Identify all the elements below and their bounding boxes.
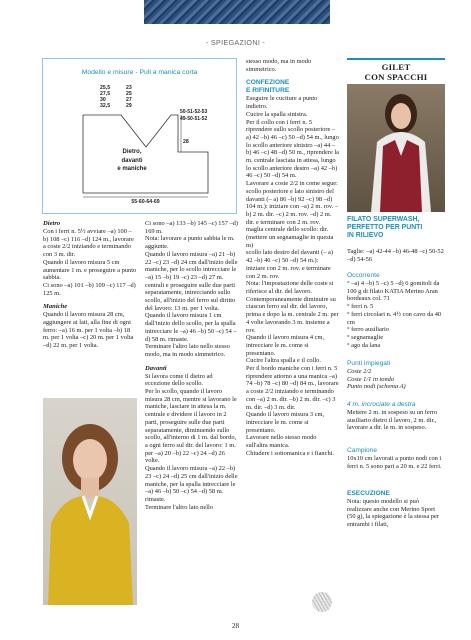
page-number: 28 — [232, 622, 239, 630]
left-measure-3: 30 — [100, 97, 106, 103]
esecuzione-heading: ESECUZIONE — [347, 490, 390, 497]
punti-heading: Punti impiegati — [347, 360, 391, 367]
confezione-heading: CONFEZIONE E RIFINITURE — [246, 79, 290, 95]
left-measure-4: 32,5 — [100, 103, 111, 109]
confezione-text: Eseguire le cuciture a punto indietro. Cucire la spalla sinistra. Per il collo con i ferri n. 5 riprendere sullo scollo posteriore –a) 42 –b) 46 –c) 50 –d) 54 m., lungo lo scollo anteriore sinistro –a) 44 –b) 46 –c) 48 –d) 50 m., riprendere la m. centrale lasciata in attesa, lungo lo scollo anteriore destro –a) 42 –b) 46 –c) 50 –d) 54 m. Lavorare a coste 2/2 in come segue: scollo posteriore e lato sinistro del davanti (– a) 86 –b) 92 –c) 98 –d) 104 m.): iniziare con –a) 2 m. rov. –b) 2 m. dir. –c) 2 m. rov. –d) 2 m. dir. e terminare con 2 m. rov. maglia centrale dello scollo: dir. (mettere un segnamaglie in questa m) scollo lato destro del davanti (– a) 42 –b) 46 –c) 50 –d) 54 m.): iniziare con 2 m. rov. e terminare con 2 m. rov. Nota: l'impostazione delle coste si riferisce al dir. del lavoro. Contemporaneamente diminuire su ciascun ferro sul dir. del lavoro, prima e dopo la m. centrale 2 m. per 4 volte lavorando 3 m. insieme a rov. Quando il lavoro misura 4 cm, intrecciare le m. come si presentano. Cucire l'altra spalla e il collo. Per il bordo maniche con i ferri n. 5 riprendere attorno a una manica –a) 74 –b) 78 –c) 80 –d) 84 m., lavorare a coste 2/2 iniziando e terminando con –a) 2 m. dir. –b) 2 m. dir. –c) 3 m. dir. –d) 3 m. dir. Quando il lavoro misura 3 cm, intrecciare le m. come si presentano. Lavorare nello stesso modo sull'altra manica. Chiudere i sottomanica e i fianchi. — [246, 95, 339, 457]
garment-schematic — [43, 59, 236, 213]
stitches-list: Coste 2/2 Coste 1/1 in tondo Punto nodi (schema A) — [347, 368, 406, 391]
column-3 — [246, 58, 339, 457]
davanti-end-text: stesso modo, ma in modo simmetrico. — [246, 58, 312, 73]
right-measure-3: 27 — [126, 97, 132, 103]
maniche-text: Quando il lavoro misura 28 cm, aggiungere ai lati, alla fine di ogni ferro: –a) 16 m. per 1 volta –b) 18 m. per 1 volta –c) 20 m. per 1 volta –d) 22 m. per 1 volta. — [43, 311, 134, 350]
right-measure-2: 25 — [126, 91, 132, 97]
vest-model-illustration — [347, 84, 445, 212]
campione-heading: Campione — [347, 447, 378, 454]
sidebar-top-rule — [347, 58, 445, 60]
section-header: - SPIEGAZIONI - — [205, 38, 266, 47]
esecuzione-text: Nota: questo modello si può realizzare anche con Merino Sport (50 g), la spiegazione è la stessa per entrambi i filati, — [347, 498, 439, 529]
left-measure-1: 25,5 — [100, 85, 111, 91]
sidebar-panel — [347, 58, 445, 618]
knit-texture-banner — [144, 0, 330, 24]
davanti-text: Si lavora come il dietro ad eccezione dello scollo. Per lo scollo, quando il lavoro misura 28 cm, mentre si lavorano le maniche, lasciare in attesa la m. centrale e dividere il lavoro in 2 parti, proseguire sulle due parti separatamente, diminuendo sullo scollo, all'interno di 1 m. dal bordo, a ogni ferro sul dir. del lavoro: 1 m. per –a) 20 –b) 22 –c) 24 –d) 26 volte. Quando il lavoro misura –a) 22 –b) 23 –c) 24 –d) 25 cm dall'inizio delle maniche, per la spalla intrecciare le –a) 46 –b) 50 –c) 54 –d) 58 m. rimaste. Terminare l'altro lato nello — [145, 372, 238, 511]
occorrente-heading: Occorrente — [347, 272, 380, 279]
width-measure: 55-60-64-69 — [131, 199, 160, 205]
diagram-title: Modello e misure - Pull a manica corta — [81, 69, 198, 76]
gauge-text: 10x10 cm lavorati a punto nodi con i ferri n. 5 sono pari a 20 m. e 22 ferri. — [347, 455, 442, 470]
yarn-ball-icon — [312, 592, 332, 612]
davanti-heading: Davanti — [145, 364, 167, 372]
sizes-text: Taglie: –a) 42-44 –b) 46-48 –c) 50-52 –d) 54-56 — [347, 248, 444, 263]
dietro-heading: Dietro — [43, 220, 61, 227]
shoulder-measure-1: 50-51-52-53 — [180, 109, 208, 115]
incrociate-text: Mettere 2 m. in sospeso su un ferro ausiliario dietro il lavoro, 2 m. dir., lavorare a dir. le m. in sospeso. — [347, 409, 438, 432]
column-1 — [43, 220, 137, 350]
height-measure: 28 — [183, 139, 189, 145]
sweater-model-illustration — [43, 398, 137, 605]
dietro-text: Con i ferri n. 5½ avviare –a) 100 –b) 108 –c) 116 –d) 124 m., lavorare a coste 2/2 iniziando e terminando con 3 m. dir. Quando il lavoro misura 5 cm aumentare 1 m. e proseguire a punto sabbia. Ci sono –a) 101 –b) 109 –c) 117 –d) 125 m. — [43, 228, 137, 297]
column-2 — [145, 220, 239, 511]
piece-label: Dietro, davanti e maniche — [117, 149, 147, 172]
right-measure-1: 23 — [126, 85, 132, 91]
yellow-sweater-photo — [43, 398, 137, 605]
shoulder-measure-2: 49-50-51-52 — [180, 116, 208, 122]
left-measure-2: 27,5 — [100, 91, 111, 97]
maniche-heading: Maniche — [43, 303, 68, 311]
dietro-continued-text: Ci sono –a) 133 –b) 145 –c) 157 –d) 169 m. Nota: lavorare a punto sabbia le m. aggiunte. Quando il lavoro misura –a) 21 –b) 22 –c) 23 –d) 24 cm dall'inizio delle maniche, per lo scollo intrecciare le –a) 15 –b) 19 –c) 23 –d) 27 m. centrali e proseguire sulle due parti separatamente, intrecciando sullo scollo, all'inizio del ferro sul diritto del lavoro: 13 m. per 1 volta. Quando il lavoro misura 1 cm dall'inizio dello scollo, per la spalla intrecciare le –a) 46 –b) 50 –c) 54 –d) 58 m. rimaste. Terminare l'altro lato nello stesso modo, ma in modo simmetrico. — [145, 220, 239, 358]
vest-photo — [347, 84, 445, 212]
materials-list: ° –a) 4 –b) 5 –c) 5 –d) 6 gomitoli da 100 g di filato KATIA Merino Aran bordeaux col. 71 ° ferri n. 5 ° ferri circolari n. 4½ con cavo da 40 cm ° ferro ausiliario ° segnamaglie ° ago da lana — [347, 280, 442, 349]
sidebar-title: GILET CON SPACCHI — [364, 62, 428, 82]
photo-caption: FILATO SUPERWASH, PERFETTO PER PUNTI IN RILIEVO — [347, 216, 423, 240]
pattern-diagram — [42, 58, 237, 214]
incrociate-heading: 4 m. incrociate a destra — [347, 401, 416, 408]
right-measure-4: 29 — [126, 103, 132, 109]
